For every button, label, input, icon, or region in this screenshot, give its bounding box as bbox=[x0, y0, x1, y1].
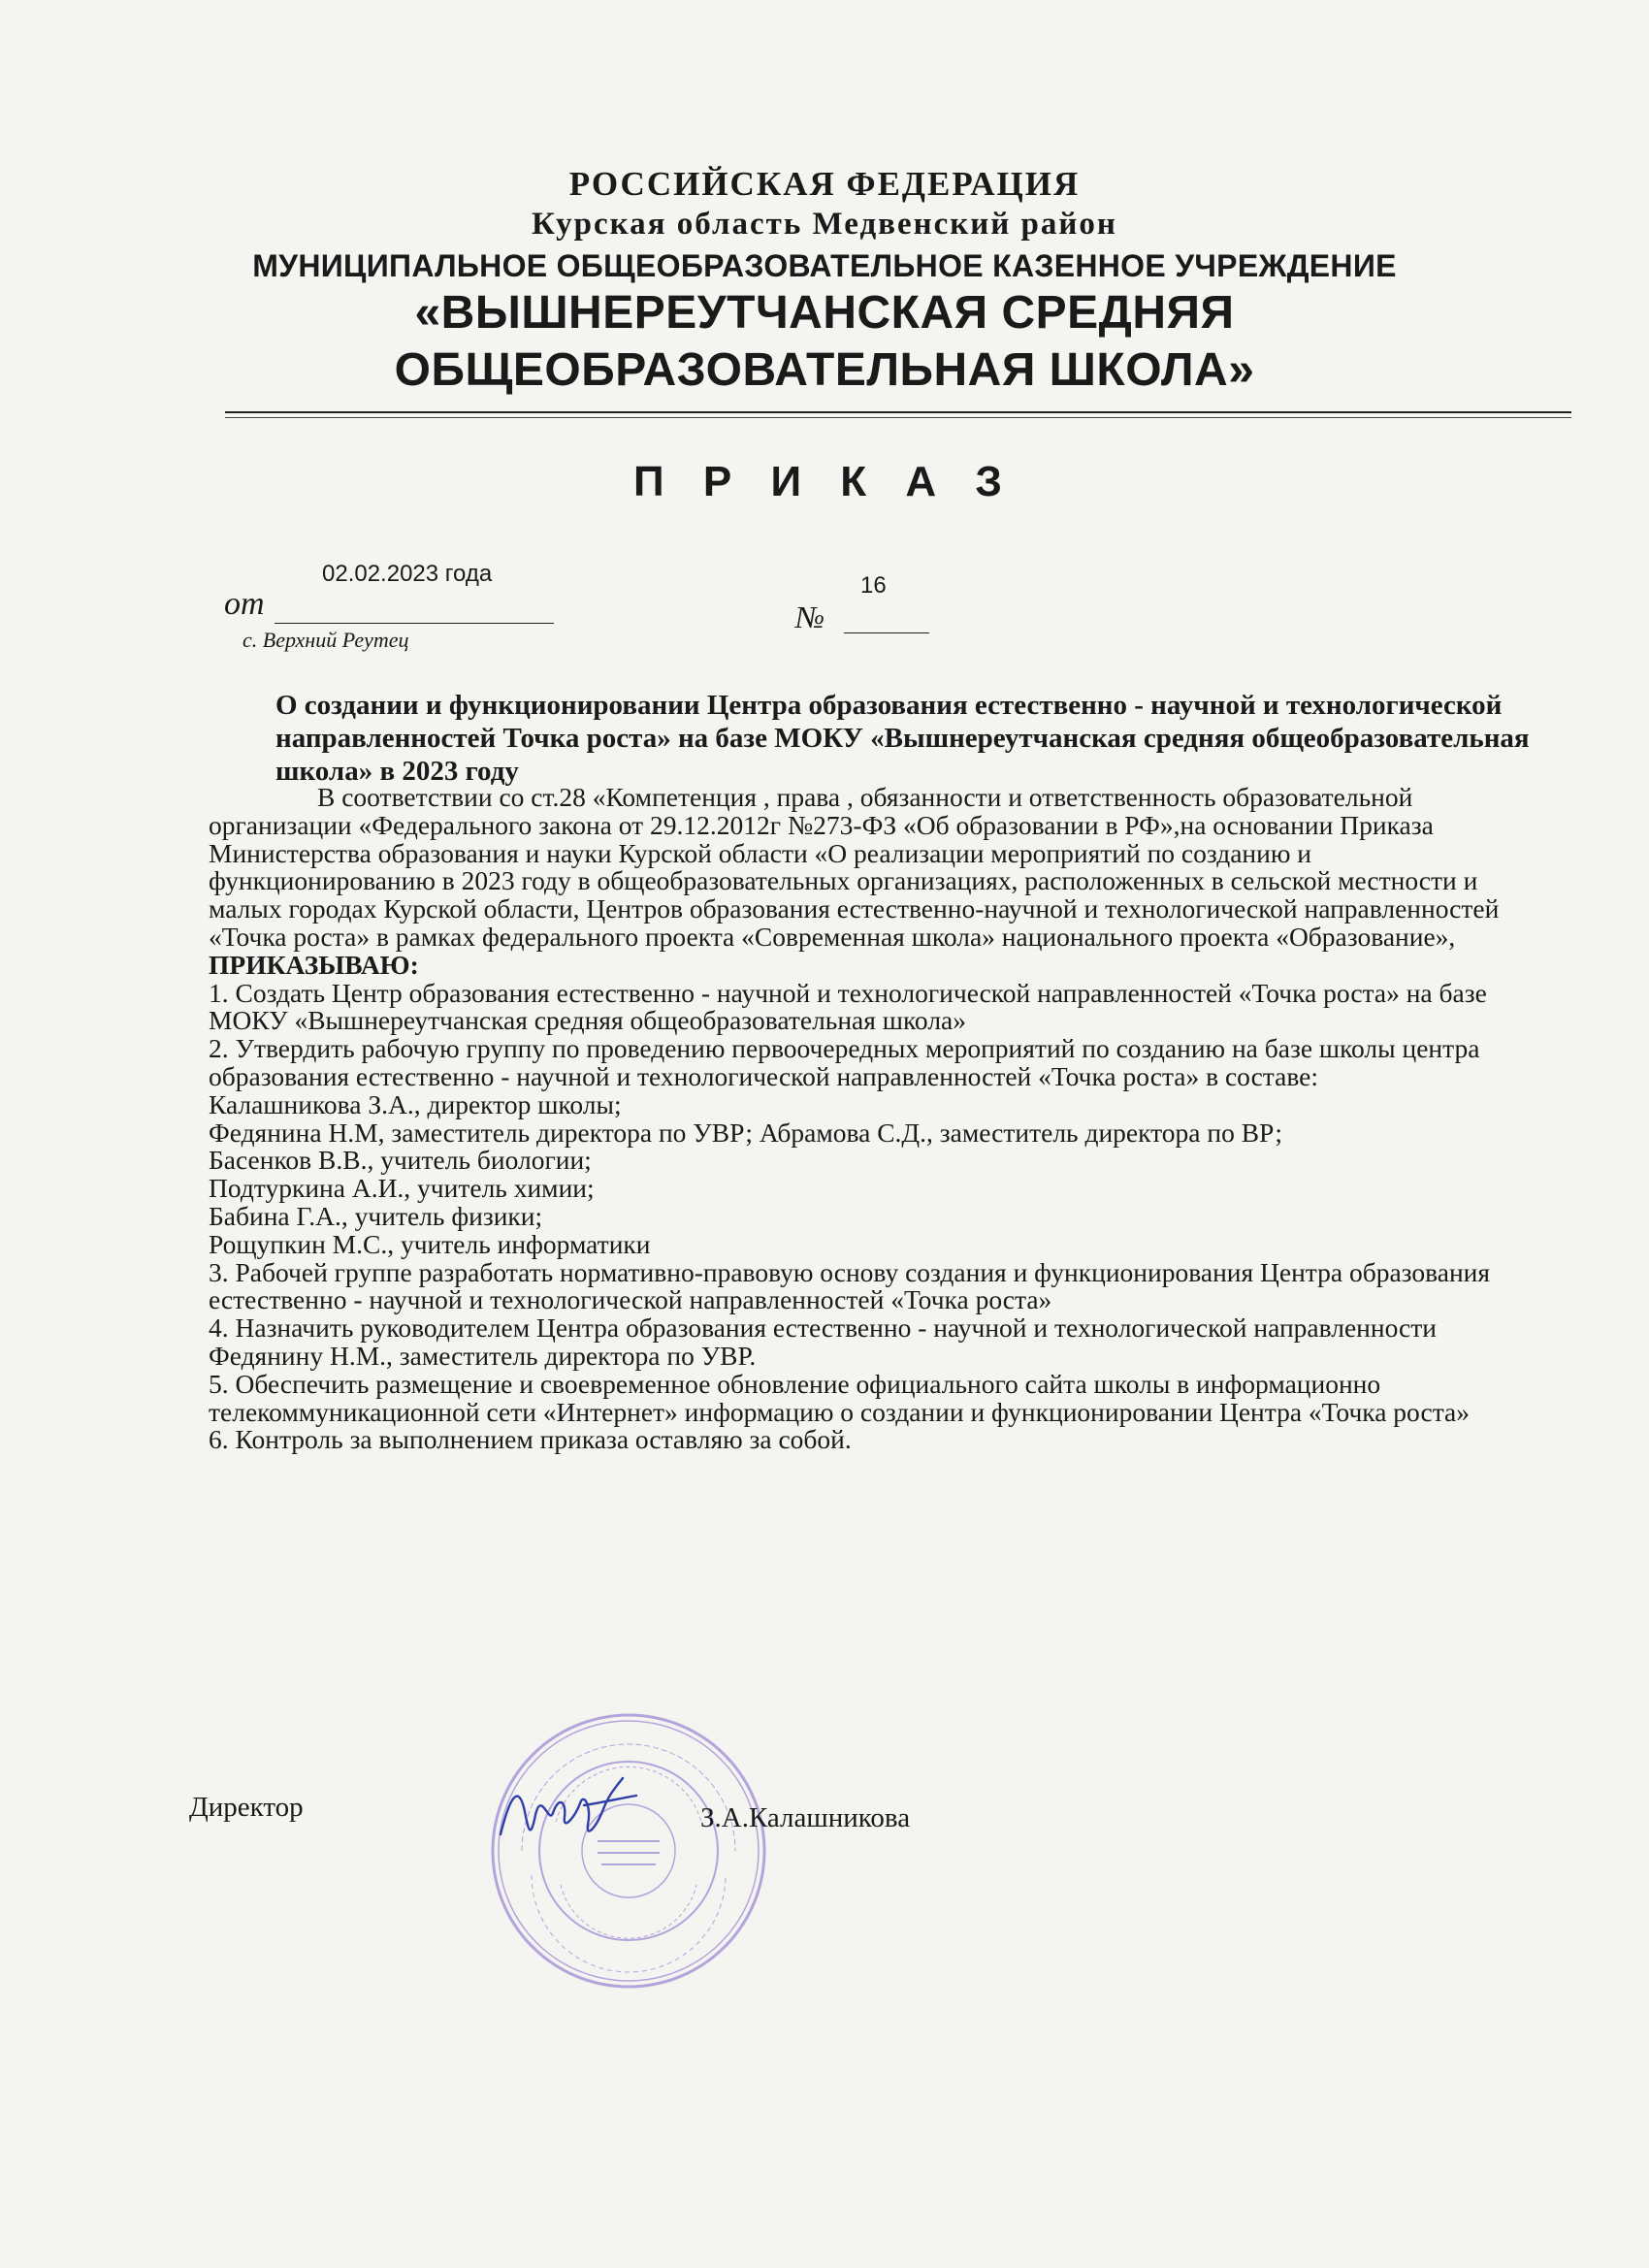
date-prefix: от bbox=[224, 586, 265, 622]
member-6: Рощупкин М.С., учитель информатики bbox=[209, 1228, 651, 1259]
director-signature bbox=[491, 1757, 646, 1863]
header-divider bbox=[225, 411, 1571, 413]
order-item-3: 3. Рабочей группе разработать нормативно-правовую основу создания и функционирования Центра образования естественно - научной и технологической направленностей «Точка роста» bbox=[209, 1256, 1491, 1315]
number-underline bbox=[844, 632, 929, 633]
member-1: Калашникова З.А., директор школы; bbox=[209, 1088, 622, 1119]
order-word: ПРИКАЗЫВАЮ: bbox=[209, 949, 419, 980]
header-school-name-2: ОБЩЕОБРАЗОВАТЕЛЬНАЯ ШКОЛА» bbox=[394, 344, 1255, 396]
header-institution-type: МУНИЦИПАЛЬНОЕ ОБЩЕОБРАЗОВАТЕЛЬНОЕ КАЗЕННОЕ УЧРЕЖДЕНИЕ bbox=[252, 248, 1397, 283]
signature-name: З.А.Калашникова bbox=[700, 1802, 911, 1833]
header-school-name-1: «ВЫШНЕРЕУТЧАНСКАЯ СРЕДНЯЯ bbox=[414, 287, 1235, 339]
member-4: Подтуркина А.И., учитель химии; bbox=[209, 1173, 595, 1204]
order-item-6: 6. Контроль за выполнением приказа оставляю за собой. bbox=[209, 1424, 852, 1455]
signature-position: Директор bbox=[189, 1792, 304, 1823]
order-item-1: 1. Создать Центр образования естественно - научной и технологической направленностей «Точка роста» на базе МОКУ «Вышнереутчанская средняя общеобразовательная школа» bbox=[209, 977, 1487, 1036]
number-prefix: № bbox=[795, 599, 825, 634]
order-body bbox=[209, 784, 1537, 1454]
member-5: Бабина Г.А., учитель физики; bbox=[209, 1200, 543, 1231]
preamble-text: В соответствии со ст.28 «Компетенция , права , обязанности и ответственность образовательной организации «Федерального закона от 29.12.2012г №273-ФЗ «Об образовании в РФ»,на основании Приказа Министерства образования и науки Курской области «О реализации мероприятий по созданию и функционированию в 2023 году в общеобразовательных организациях, расположенных в сельской местности и малых городах Курской области, Центров образования естественно-научной и технологической направленностей «Точка роста» в рамках федерального проекта «Современная школа» национального проекта «Образование», bbox=[209, 782, 1500, 952]
preamble-paragraph bbox=[209, 784, 1537, 980]
order-subject: О создании и функционировании Центра образования естественно - научной и технологической направленностей Точка роста» на базе МОКУ «Вышнереутчанская средняя общеобразовательная школа» в 2023 году bbox=[275, 690, 1530, 787]
member-2: Федянина Н.М, заместитель директора по УВР; Абрамова С.Д., заместитель директора по ВР; bbox=[209, 1117, 1282, 1148]
header-region: Курская область Медвенский район bbox=[532, 207, 1117, 242]
order-item-5: 5. Обеспечить размещение и своевременное обновление официального сайта школы в информационно телекоммуникационной сети «Интернет» информацию о создании и функционировании Центра «Точка роста» bbox=[209, 1368, 1471, 1427]
member-3: Басенков В.В., учитель биологии; bbox=[209, 1145, 592, 1176]
order-place: с. Верхний Реутец bbox=[242, 628, 409, 652]
order-date: 02.02.2023 года bbox=[322, 561, 493, 587]
date-underline bbox=[275, 623, 554, 624]
order-number: 16 bbox=[860, 572, 887, 599]
document-title: П Р И К А З bbox=[633, 458, 1016, 505]
header-country: РОССИЙСКАЯ ФЕДЕРАЦИЯ bbox=[568, 165, 1081, 203]
order-item-4: 4. Назначить руководителем Центра образования естественно - научной и технологической направленности Федянину Н.М., заместитель директора по УВР. bbox=[209, 1312, 1437, 1371]
order-item-2: 2. Утвердить рабочую группу по проведению первоочередных мероприятий по созданию на базе школы центра образования естественно - научной и технологической направленностей «Точка роста» в составе: bbox=[209, 1033, 1480, 1091]
header-divider-thin bbox=[225, 417, 1571, 418]
